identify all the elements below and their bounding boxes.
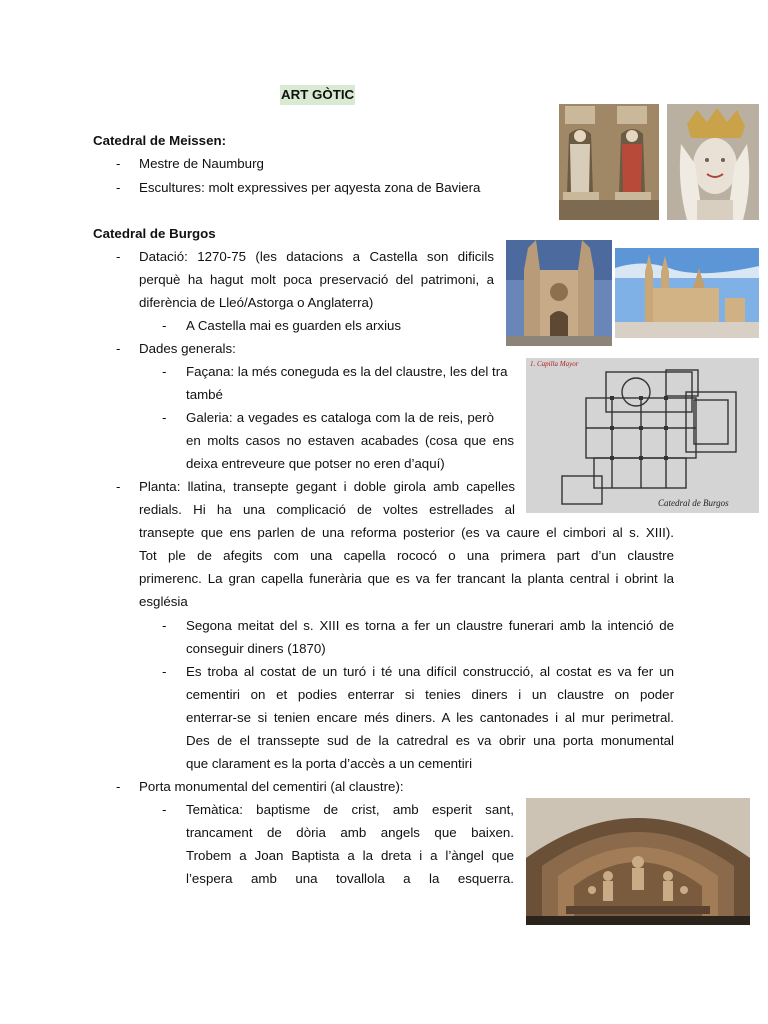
burgos-floor-plan [526, 358, 759, 513]
datacio-line: perquè ha hagut molt poca preservació del patrimoni, a [139, 272, 494, 287]
burgos-heading: Catedral de Burgos [93, 226, 216, 241]
bullet-dash: - [162, 664, 167, 679]
galeria-line: Galeria: a vegades es cataloga com la de reis, però [186, 410, 494, 425]
plan-label-top: 1. Capilla Mayor [530, 360, 579, 368]
burgos-facade-photo [506, 240, 612, 346]
porta-monumental: Porta monumental del cementiri (al claustre): [139, 779, 404, 794]
planta-line: Planta: llatina, transepte gegant i doble girola amb capelles [139, 479, 515, 494]
planta-line: redials. Hi ha una complicació de voltes estrellades al [139, 502, 515, 517]
troba-line: Des de el transsepte sud de la catredral es va obrir una porta monumental [186, 733, 674, 748]
bullet-dash: - [116, 180, 121, 195]
bullet-dash: - [116, 779, 121, 794]
bullet-dash: - [162, 410, 167, 425]
bullet-dash: - [162, 364, 167, 379]
meissen-item: Mestre de Naumburg [139, 156, 264, 171]
galeria-line: deixa entreveure que potser no eren d’aquí) [186, 456, 445, 471]
bullet-dash: - [116, 156, 121, 171]
galeria-line: en molts casos no estaven acabades (cosa que ens [186, 433, 514, 448]
bullet-dash: - [116, 249, 121, 264]
bullet-dash: - [116, 479, 121, 494]
burgos-portal-tympanum-photo [526, 798, 750, 925]
facana-line: Façana: la més coneguda es la del claustre, les del tra [186, 364, 508, 379]
planta-line: Tot ple de afegits com una capella rococó o una primera part d’un claustre [139, 548, 674, 563]
burgos-panorama-photo [615, 248, 759, 338]
planta-line: església [139, 594, 188, 609]
segona-line: conseguir diners (1870) [186, 641, 326, 656]
datacio-line: diferència de Lleó/Astorga o Anglaterra) [139, 295, 374, 310]
meissen-sculptures-photo [559, 104, 659, 220]
tematica-line: l’espera amb una tovallola a la esquerra. [186, 871, 514, 886]
tematica-line: Trobem a Joan Baptista a la dreta i a l’àngel que [186, 848, 514, 863]
bullet-dash: - [162, 618, 167, 633]
dades-generals: Dades generals: [139, 341, 236, 356]
page-title: ART GÒTIC [280, 85, 355, 105]
datacio-line: Datació: 1270-75 (les datacions a Castella son dificils [139, 249, 494, 264]
facana-line: també [186, 387, 223, 402]
datacio-sub: A Castella mai es guarden els arxius [186, 318, 402, 333]
planta-line: primerenc. La gran capella funerària que es va fer trancant la planta central i obrint la [139, 571, 674, 586]
troba-line: Es troba al costat de un turó i té una difícil construcció, al costat es va fer un [186, 664, 674, 679]
troba-line: que clarament es la porta d’accès a un cementiri [186, 756, 473, 771]
meissen-heading: Catedral de Meissen: [93, 133, 227, 148]
meissen-crowned-head-photo [667, 104, 759, 220]
tematica-line: trancament de dòria amb angels que baixen. [186, 825, 514, 840]
bullet-dash: - [162, 318, 167, 333]
troba-line: cementiri on et podies enterrar si tenies diners i un claustre on poder [186, 687, 674, 702]
meissen-item: Escultures: molt expressives per aqyesta zona de Baviera [139, 180, 481, 195]
tematica-line: Temàtica: baptisme de crist, amb esperit sant, [186, 802, 514, 817]
planta-line: transepte que ens parlen de una reforma posterior (es va caure el cimbori al s. XIII). [139, 525, 674, 540]
plan-label-bottom: Catedral de Burgos [658, 498, 729, 508]
troba-line: enterrar-se si tenien encare més diners. A les cantonades i al mur perimetral. [186, 710, 674, 725]
bullet-dash: - [162, 802, 167, 817]
segona-line: Segona meitat del s. XIII es torna a fer un claustre funerari amb la intenció de [186, 618, 674, 633]
bullet-dash: - [116, 341, 121, 356]
